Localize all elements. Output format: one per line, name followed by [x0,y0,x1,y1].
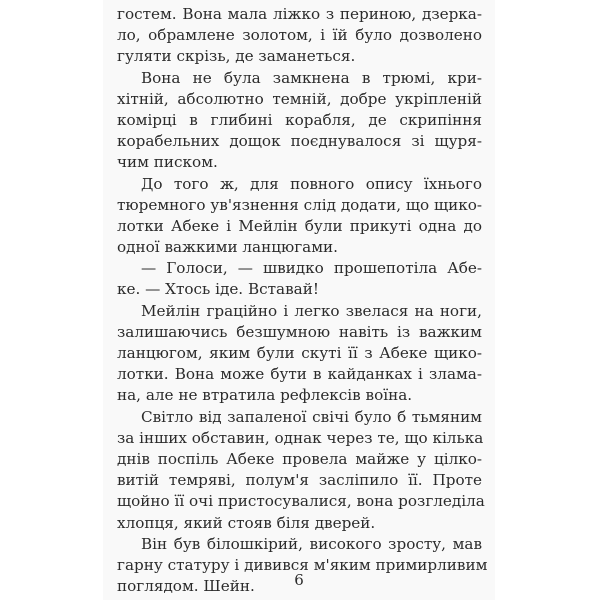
text-line: ланцюгом, яким були скуті її з Абеке щико- [117,344,482,362]
text-line: Вона не була замкнена в трюмі, кри- [141,68,482,87]
text-line: До того ж, для повного опису їхнього [141,174,482,193]
text-line: поглядом. Шейн. [117,577,255,596]
text-line: ло, обрамлене золотом, і їй було дозволено [117,26,482,45]
text-line: лотки. Вона може бути в кайданках і злама- [117,365,482,384]
text-line: за інших обставин, однак через те, що кілька [117,428,484,447]
text-line: корабельних дощок поєднувалося зі щуря- [117,132,482,151]
text-line: чим писком. [117,153,218,172]
page-number: 6 [294,571,304,589]
text-line: витій темряві, полум'я засліпило її. Проте [117,471,482,490]
text-line: щойно її очі пристосувалися, вона розгледіла [117,492,485,511]
paragraph-6 [117,407,485,534]
text-line: гуляти скрізь, де заманеться. [117,47,356,66]
text-line: хлопця, який стояв біля дверей. [117,513,376,532]
text-line: Він був білошкірий, високого зросту, мав [141,534,482,553]
text-line: гостем. Вона мала ліжко з периною, дзерка- [117,5,482,23]
paragraph-5 [117,301,482,407]
text-line: Світло від запаленої свічі було б тьмяним [141,407,482,426]
text-line: лотки Абеке і Мейлін були прикуті одна до [117,216,482,235]
text-line: днів поспіль Абеке провела майже у цілко- [117,449,482,468]
text-line: на, але не втратила рефлексів воїна. [117,386,413,405]
paragraph-2 [117,68,482,174]
paragraph-1 [117,4,482,68]
text-line: — Голоси, — швидко прошепотіла Абе- [141,259,482,278]
text-line: Мейлін граційно і легко звелася на ноги, [141,301,482,320]
text-line: гарну статуру і дивився м'яким примирливим [117,555,488,574]
book-page [103,0,495,600]
paragraph-4-dialogue [117,258,482,300]
paragraph-3 [117,174,482,259]
text-line: залишаючись безшумною навіть із важким [117,322,482,341]
text-line: хітній, абсолютно темній, добре укріпленій [117,89,482,108]
text-line: одної важкими ланцюгами. [117,238,338,257]
text-line: тюремного ув'язнення слід додати, що щико- [117,195,483,214]
text-line: ке. — Хтось іде. Вставай! [117,280,319,299]
text-line: комірці в глибині корабля, де скрипіння [117,110,482,129]
page-body-text [117,4,488,597]
